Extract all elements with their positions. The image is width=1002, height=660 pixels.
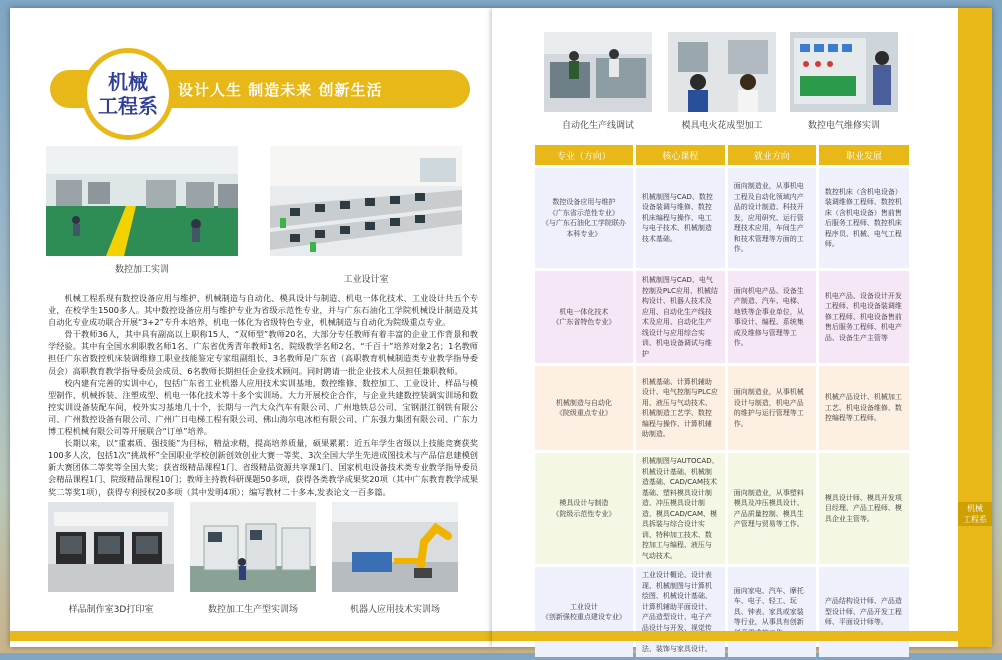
column-header-courses: 核心课程 <box>636 145 725 165</box>
major-cell: 机械制造与自动化 《院级重点专业》 <box>535 366 633 450</box>
bottom-accent-bar <box>10 631 492 641</box>
table-row <box>535 366 909 450</box>
table-row <box>535 271 909 363</box>
table-row <box>535 567 909 657</box>
majors-table <box>532 142 912 660</box>
jobs-cell: 面向机电产品、设备生产制造、汽车、电梯、地铁等企事业单位，从事设计、编程、系统集成及维修与管理等工作。 <box>728 271 816 363</box>
jobs-cell: 面向制造业，从事机电工程及自动化领域内产品的设计制造、科技开发，应用研究、运行管理技术应用，车间生产和技术管理等方面的工作。 <box>728 168 816 268</box>
side-accent-tab <box>958 8 992 647</box>
courses-cell: 机械基础、计算机辅助设计、电气控制与PLC应用、液压与气动技术、机械制造工艺学、数控编程与操作、计算机辅助制造。 <box>636 366 725 450</box>
table-row <box>535 453 909 564</box>
right-page <box>492 8 992 653</box>
major-cell: 模具设计与制造 《院级示范性专业》 <box>535 453 633 564</box>
photo-caption: 样品制作室3D打印室 <box>68 605 154 615</box>
jobs-cell: 面向家电、汽车、摩托车、电子、轻工、玩具、钟表、家具或家装等行业，从事具有创新 <box>728 567 816 657</box>
paragraph: 机械工程系现有数控设备应用与维护、机械制造与自动化、模具设计与制造、机电一体化技术、工业设计共五个专业，在校学生1500多人。其中数控设备应用与维护专业为省级示范性专业，并与广东石油化工学院机械设计制造及其自动化专业成功联合开展“3+2”专升本培养，机电一体化为省级特色专业，机械制造与自动化为院级重点专业。 <box>48 293 478 328</box>
photo-cnc-workshop <box>46 146 238 256</box>
courses-cell: 机械制图与CAD、数控设备装调与维修、数控机床编程与操作、电工与电子技术、机械制造技术基础。 <box>636 168 725 268</box>
photo-caption: 数控加工实训 <box>114 265 169 275</box>
column-header-career: 职业发展 <box>819 145 909 165</box>
photo-cnc-electrical <box>790 32 898 112</box>
column-header-jobs: 就业方向 <box>728 145 816 165</box>
table-row <box>535 168 909 268</box>
courses-cell: 机械制图与AUTOCAD、机械设计基础、机械制造基础、CAD/CAM技术基础、塑料模具设计制造、冲压模具设计制造、模具CAD/CAM、模具拆装与综合设计实训、特种加工技术、数控加工与编程、液压与气动技术。 <box>636 453 725 564</box>
career-cell: 机电产品、设备设计开发工程师、机电设备装调维修工程师、机电设备售前售后服务工程师、机电产品、设备生产主管等 <box>819 271 909 363</box>
jobs-cell: 面向制造业，从事机械设计与制造，机电产品的维护与运行管理等工作。 <box>728 366 816 450</box>
major-cell: 机电一体化技术 《广东省特色专业》 <box>535 271 633 363</box>
major-cell: 数控设备应用与维护 《广东省示范性专业》 《与广东石油化工学院联办本科专业》 <box>535 168 633 268</box>
career-cell: 模具设计师、模具开发项目经理、产品工程师、模具企业主管等。 <box>819 453 909 564</box>
introduction-text <box>48 292 478 498</box>
career-cell: 机械产品设计、机械加工工艺、机电设备维修、数控编程等工程师。 <box>819 366 909 450</box>
courses-cell: 机械制图与CAD、电气控制及PLC应用、机械结构设计、机器人技术及应用、自动化生产线技术及应用、自动化生产线设计与应用综合实训、机电设备调试与维护 <box>636 271 725 363</box>
photo-edm-machining <box>668 32 776 112</box>
photo-3d-print-room <box>48 502 174 592</box>
bottom-accent-bar <box>492 631 958 641</box>
photo-cnc-production <box>190 502 316 592</box>
photo-caption: 自动化生产线调试 <box>561 121 634 131</box>
courses-cell: 工业设计概论、设计表现、机械制图与计算机绘图、机械设计基础、计算机辅助平面设计、产品造型设计、电子产品设计与开发、视觉传 法、装饰与家具设计。 <box>636 567 725 657</box>
paragraph: 骨干教师36人，其中具有副高以上职称15人，“双师型”教师20名，大部分专任教师有着丰富的企业工作背景和教学经验。其中有全国水利职教名师1名、广东省优秀青年教师1名、院级教学名师2名、“千百十”培养对象2名；1名教师担任广东省数控机床装调维修工职业技能鉴定专家组副组长、3名教师是广东省（高职教育机械制造类专业教学指导委员会）高职教育教学指导委员会成员、6名教师长期担任企业技术顾问。同时聘请一批企业技术人员担任兼职教师。 <box>48 329 478 376</box>
department-name-line2: 工程系 <box>98 94 158 118</box>
slogan: 设计人生 制造未来 创新生活 <box>178 81 383 99</box>
paragraph: 校内建有完善的实训中心，包括广东省工业机器人应用技术实训基地，数控维修、数控加工、工业设计、样品与模型制作、机械拆装、注塑成型、机电一体化技术等十多个实训场。大力开展校企合作，与企业共建数控装调实训场和数控实训设备装配车间，校外实习基地几十个，长期与一汽大众汽车有限公司、广州地铁总公司、宝钢湛江钢铁有限公司、广州数控设备有限公司、广州广日电梯工程有限公司、佛山海尔电冰柜有限公司、广东强力集团有限公司、广东力博工程机械有限公司等开展联合“订单”培养。 <box>48 377 478 437</box>
major-cell: 工业设计 《创新强校重点建设专业》 <box>535 567 633 657</box>
jobs-cell: 面向制造业，从事塑料模具及冲压模具设计、产品质量控制、模具生产管理与贸易等工作。 <box>728 453 816 564</box>
paragraph: 长期以来，以“重素质、强技能”为目标，精益求精，提高培养质量，硕果累累：近五年学生省级以上技能竞赛获奖100多人次，包括1次“挑战杯”全国职业学校创新创效创业大赛一等奖、3次全国大学生先进成图技术与产品信息建模创新大赛团体二等奖等全国大奖；获省级精品课程1门、省级精品资源共享课1门、国家机电设备技术类专业教学指导委员会精品课程1门、院级精品课程10门；教师主持教科研课题50多项，获得各类教学成果奖20项（其中广东教育教学成果奖二等奖1项），获得专利授权20多项（其中发明4项）；编写教材二十多本,发表论文一百多篇。 <box>48 438 478 497</box>
photo-caption: 机器人应用技术实训场 <box>349 605 440 615</box>
career-cell: 数控机床（含机电设备）装调维修工程师、数控机床（含机电设备）售前售后服务工程师、数控机床程序员、机械、电气工程师。 <box>819 168 909 268</box>
photo-robot-training <box>332 502 458 592</box>
department-badge <box>82 48 174 140</box>
photo-caption: 模具电火花成型加工 <box>681 121 763 131</box>
left-page <box>10 8 492 647</box>
table-header-row <box>535 145 909 165</box>
photo-caption: 数控电气维修实训 <box>807 121 880 131</box>
department-name-line1: 机械 <box>108 70 148 94</box>
column-header-major: 专业（方向） <box>535 145 633 165</box>
photo-caption: 工业设计室 <box>343 275 389 285</box>
career-cell: 产品结构设计师、产品造型设计师、产品开发工程师、平面设计师等。 <box>819 567 909 657</box>
side-label: 机械 工程系 <box>958 502 992 526</box>
photo-design-room <box>270 146 462 256</box>
photo-automation-line <box>544 32 652 112</box>
photo-caption: 数控加工生产型实训场 <box>207 605 298 615</box>
